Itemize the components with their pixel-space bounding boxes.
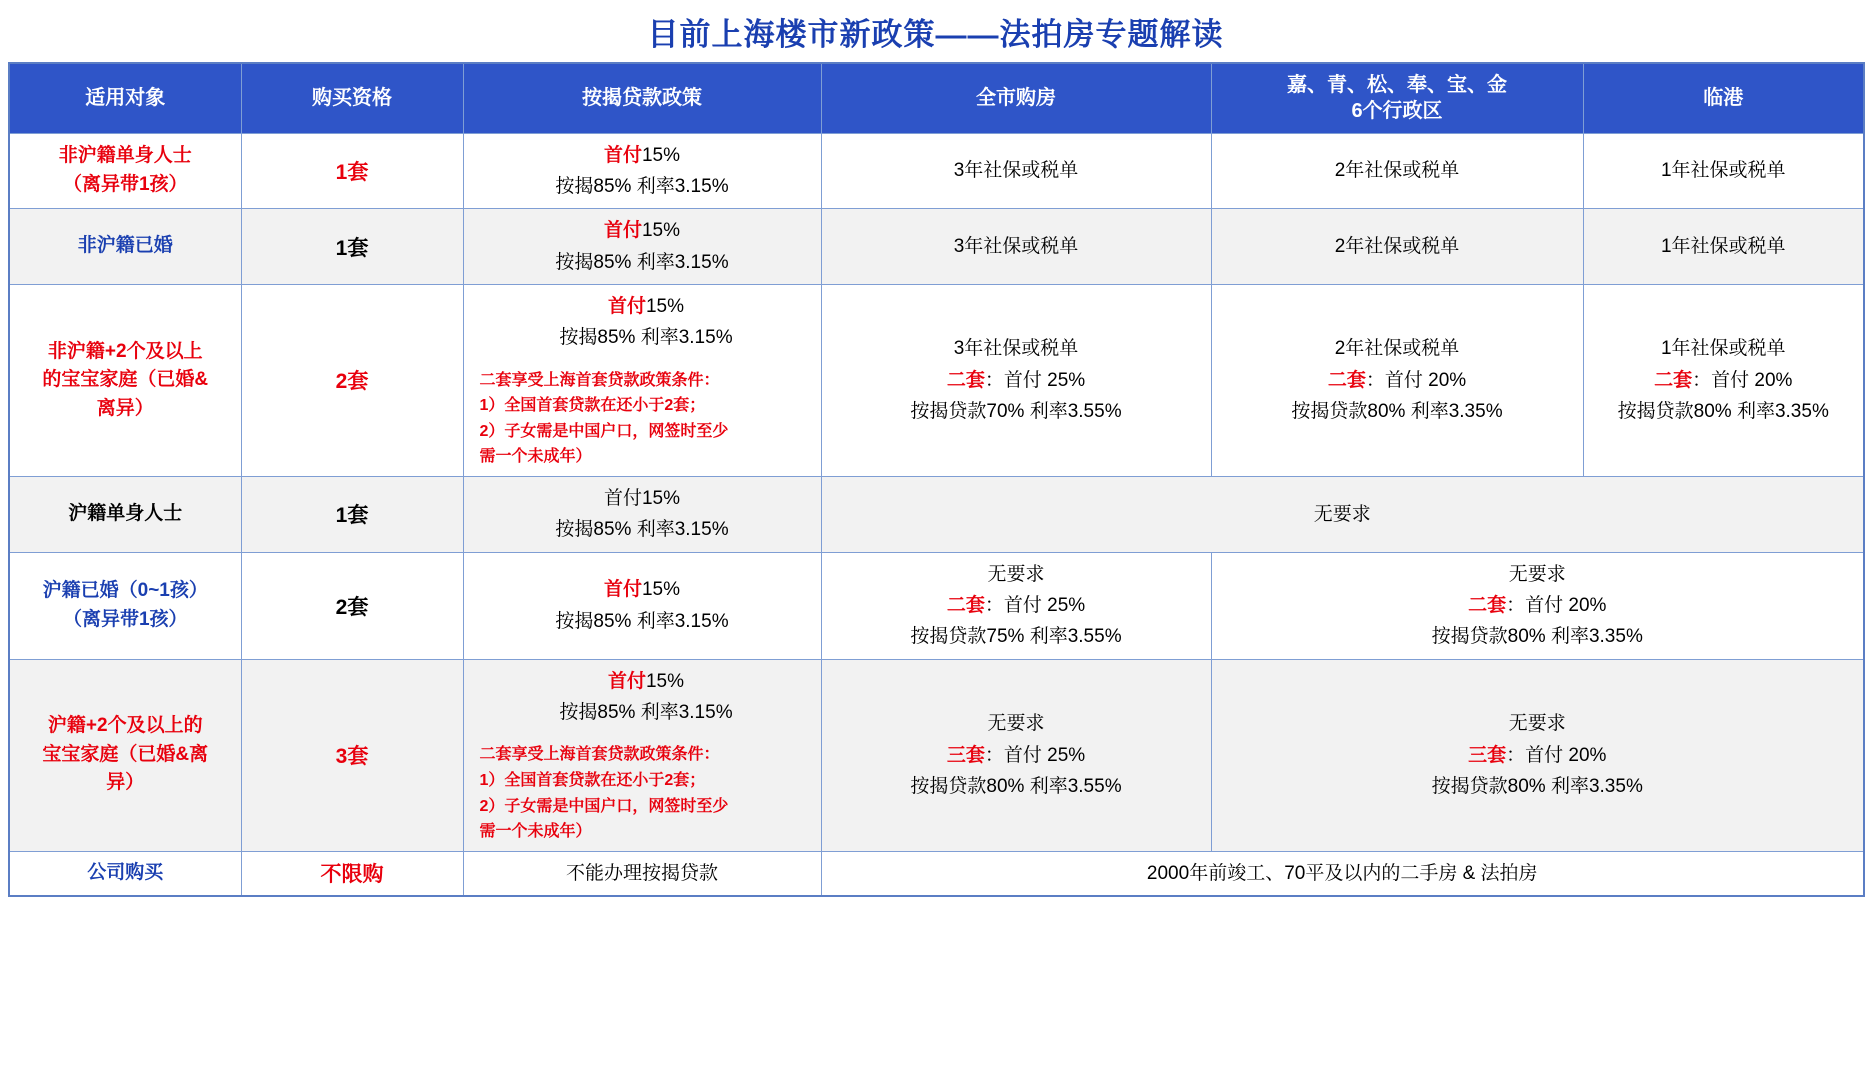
row-merged-requirement: 2000年前竣工、70平及以内的二手房 & 法拍房 [821,851,1864,896]
citywide-loan-line: 按揭贷款70% 利率3.55% [910,401,1122,423]
policy-table [8,62,1865,897]
merged-requirement: 无要求 [1508,563,1566,585]
header-six-districts-line1: 嘉、青、松、奉、宝、金 [1287,74,1507,97]
third-home-keyword: 三套 [946,744,985,766]
row-merged-requirement: 无要求 [821,476,1864,552]
table-row [9,552,1864,659]
header-mortgage-policy: 按揭贷款政策 [463,63,821,133]
header-six-districts-line2: 6个行政区 [1351,100,1443,123]
mortgage-note [480,742,813,844]
table-body [9,133,1864,896]
row-object [9,552,241,659]
row-qualification: 2套 [241,552,463,659]
second-home-downpayment: ：首付 20% [1692,369,1793,391]
lingang-requirement: 1年社保或税单 [1660,338,1786,360]
downpayment-value: 15% [641,144,681,166]
second-home-downpayment: ：首付 20% [1506,594,1607,616]
row-lingang [1583,284,1864,476]
row-object [9,133,241,209]
note-enjoy: 享受上海 [511,371,576,389]
note-condition: 贷款政策条件： [607,371,720,389]
row-object-line1: 沪籍+2个及以上的 [47,715,203,737]
downpayment-value: 15% [641,220,681,242]
document-title-bar [0,0,1871,62]
table-row [9,284,1864,476]
mortgage-note-head [480,742,813,768]
table-header [9,63,1864,133]
downpayment-value: 15% [641,579,681,601]
row-citywide [821,284,1211,476]
downpayment-keyword: 首付 [603,579,642,601]
row-object-line1: 非沪籍+2个及以上 [47,340,203,362]
downpayment-keyword: 首付 [603,144,642,166]
header-six-districts [1211,63,1583,133]
downpayment-keyword: 首付 [603,220,642,242]
mortgage-note-item1: 1）全国首套贷款在还小于2套； [479,771,706,789]
row-object-line2: 的宝宝家庭（已婚& [42,369,209,391]
citywide-loan-line: 按揭贷款80% 利率3.55% [910,775,1122,797]
note-keyword-first: 首套 [575,371,608,389]
merged-second-home [1220,590,1856,621]
mortgage-rate-line: 按揭85% 利率3.15% [555,251,729,273]
merged-loan-line: 按揭贷款80% 利率3.35% [1431,775,1643,797]
row-mortgage [463,209,821,285]
citywide-loan-line: 按揭贷款75% 利率3.55% [910,626,1122,648]
downpayment-value: 15% [645,295,685,317]
downpayment-value: 15% [645,670,685,692]
mortgage-rate-line: 按揭85% 利率3.15% [555,610,729,632]
table-row [9,476,1864,552]
row-districts: 2年社保或税单 [1211,133,1583,209]
row-citywide [821,552,1211,659]
merged-loan-line: 按揭贷款80% 利率3.35% [1431,626,1643,648]
row-object-line2: 宝宝家庭（已婚&离 [42,743,209,765]
mortgage-rate-line: 按揭85% 利率3.15% [555,519,729,541]
mortgage-note-item2: 2）子女需是中国户口，网签时至少 [479,422,729,440]
table-row [9,851,1864,896]
districts-requirement: 2年社保或税单 [1334,338,1460,360]
row-object: 非沪籍已婚 [9,209,241,285]
row-districts: 2年社保或税单 [1211,209,1583,285]
header-citywide: 全市购房 [821,63,1211,133]
citywide-third-home [830,740,1203,771]
page-title: 目前上海楼市新政策——法拍房专题解读 [647,16,1224,52]
downpayment-keyword: 首付 [607,295,646,317]
citywide-second-home [830,365,1203,396]
header-qualification: 购买资格 [241,63,463,133]
row-mortgage [463,476,821,552]
row-lingang: 1年社保或税单 [1583,209,1864,285]
mortgage-note [480,368,813,470]
note-keyword-second: 二套 [479,746,512,764]
row-qualification: 2套 [241,284,463,476]
mortgage-downpayment-line [480,666,813,697]
header-object: 适用对象 [9,63,241,133]
second-home-keyword: 二套 [1468,594,1507,616]
row-object [9,284,241,476]
citywide-requirement: 无要求 [987,563,1045,585]
mortgage-downpayment-line: 首付15% [603,487,681,509]
row-object: 沪籍单身人士 [9,476,241,552]
row-lingang: 1年社保或税单 [1583,133,1864,209]
districts-loan-line: 按揭贷款80% 利率3.35% [1291,401,1503,423]
mortgage-note-item2: 2）子女需是中国户口，网签时至少 [479,797,729,815]
second-home-downpayment: ：首付 25% [984,369,1086,391]
citywide-requirement: 无要求 [987,713,1045,735]
row-qualification: 不限购 [241,851,463,896]
mortgage-rate-line: 按揭85% 利率3.15% [559,327,733,349]
header-lingang: 临港 [1583,63,1864,133]
merged-requirement: 无要求 [1508,713,1566,735]
third-home-downpayment: ：首付 25% [984,744,1086,766]
table-row [9,133,1864,209]
lingang-second-home [1592,365,1856,396]
lingang-loan-line: 按揭贷款80% 利率3.35% [1617,401,1829,423]
merged-third-home [1220,740,1856,771]
row-object-line2: （离异带1孩） [62,173,188,195]
row-mortgage [463,284,821,476]
mortgage-downpayment-line [472,215,813,246]
row-qualification: 1套 [241,476,463,552]
row-citywide [821,659,1211,851]
row-mortgage: 不能办理按揭贷款 [463,851,821,896]
second-home-keyword: 二套 [946,369,985,391]
mortgage-downpayment-line [472,140,813,171]
second-home-downpayment: ：首付 20% [1365,369,1467,391]
mortgage-rate-line: 按揭85% 利率3.15% [555,175,729,197]
row-object-line1: 沪籍已婚（0~1孩） [42,580,208,602]
second-home-keyword: 二套 [946,594,985,616]
mortgage-note-item1: 1）全国首套贷款在还小于2套； [479,397,706,415]
row-mortgage [463,133,821,209]
mortgage-note-head [480,368,813,394]
row-object-line2: （离异带1孩） [62,608,188,630]
mortgage-note-item3: 需一个未成年） [479,448,592,466]
row-citywide: 3年社保或税单 [821,209,1211,285]
table-row [9,209,1864,285]
second-home-keyword: 二套 [1327,369,1366,391]
third-home-keyword: 三套 [1468,744,1507,766]
mortgage-note-item3: 需一个未成年） [479,823,592,841]
third-home-downpayment: ：首付 20% [1506,744,1607,766]
mortgage-rate-line: 按揭85% 利率3.15% [559,702,733,723]
row-mortgage [463,659,821,851]
districts-second-home [1220,365,1575,396]
mortgage-downpayment-line [472,574,813,605]
citywide-second-home [830,590,1203,621]
note-condition: 贷款政策条件： [607,746,720,764]
row-citywide: 3年社保或税单 [821,133,1211,209]
mortgage-downpayment-line [480,291,813,322]
table-row [9,659,1864,851]
downpayment-keyword: 首付 [607,670,646,692]
note-keyword-second: 二套 [479,371,512,389]
row-object-line1: 非沪籍单身人士 [58,145,192,167]
row-merged-districts-lingang [1211,552,1864,659]
row-object: 公司购买 [9,851,241,896]
table-header-row [9,63,1864,133]
row-districts [1211,284,1583,476]
row-qualification: 1套 [241,133,463,209]
row-qualification: 1套 [241,209,463,285]
second-home-keyword: 二套 [1654,369,1693,391]
row-object-line3: 离异） [96,397,154,419]
second-home-downpayment: ：首付 25% [984,594,1086,616]
note-keyword-first: 首套 [575,746,608,764]
row-object [9,659,241,851]
row-object-line3: 异） [106,772,145,794]
row-qualification: 3套 [241,659,463,851]
row-merged-districts-lingang [1211,659,1864,851]
note-enjoy: 享受上海 [511,746,576,764]
row-mortgage [463,552,821,659]
citywide-requirement: 3年社保或税单 [953,338,1079,360]
